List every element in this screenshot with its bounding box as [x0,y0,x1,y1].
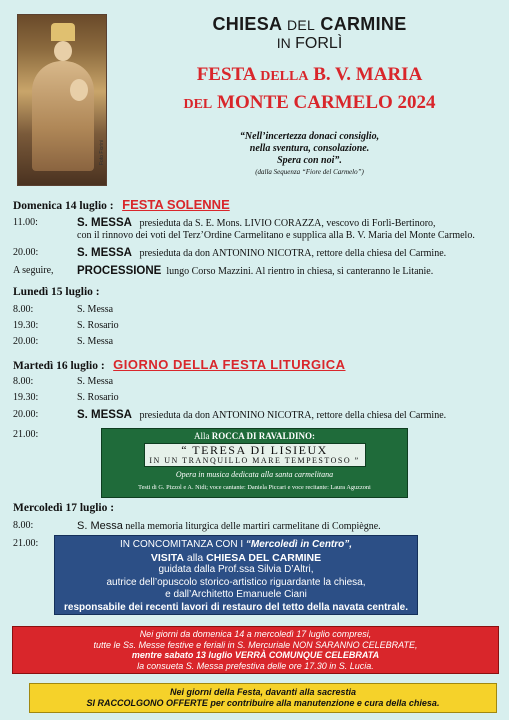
church-name: CHIESA DEL CARMINE [212,14,407,34]
mass-notice-box: Nei giorni da domenica 14 a mercoledì 17 luglio compresi, tutte le Ss. Messe festive e feriali in S. Mercuriale NON SARANNO CELEBRATE, mentre sabato 13 luglio VERRÀ COMUNQUE CELEBRATA la consueta S. Messa prefestiva delle ore 17.30 in S. Lucia. [12,626,499,674]
sunday-heading: Domenica 14 luglio : FESTA SOLENNE [13,197,230,212]
concert-box [101,428,408,498]
concert-title: “ TERESA DI LISIEUX IN UN TRANQUILLO MARE TEMPESTOSO ” [144,443,366,467]
quote-source: (dalla Sequenza “Fiore del Carmelo”) [255,168,364,176]
concert-venue: Alla ROCCA DI RAVALDINO: [194,431,315,441]
madonna-statue-photo [17,14,107,186]
wednesday-heading: Mercoledì 17 luglio : [13,502,115,514]
photo-credit: Foto Fiorini [99,139,105,165]
offerings-box: Nei giorni della Festa, davanti alla sacrestia SI RACCOLGONO OFFERTE per contribuire alla manutenzione e cura della chiesa. [29,683,497,713]
visit-box: IN CONCOMITANZA CON I “Mercoledì in Centro”, VISITA alla CHIESA DEL CARMINE guidata dalla Prof.ssa Silvia D’Altri, autrice dell’opuscolo storico-artistico riguardante la chiesa, e dall’Architetto Emanuele Ciani responsabile dei recenti lavori di restauro del tetto della navata centrale. [54,535,418,615]
quote: “Nell’incertezza donaci consiglio, nella sventura, consolazione. Spera con noi”. [239,131,380,166]
concert-credits: Testi di G. Pizzol e A. Nidi; voce cantante: Daniela Piccari e voce recitante: Laura Aguzzoni [138,484,371,491]
tuesday-heading: Martedì 16 luglio : GIORNO DELLA FESTA LITURGICA [13,357,346,372]
feast-title-line2: DEL MONTE CARMELO 2024 [183,92,436,113]
monday-heading: Lunedì 15 luglio : [13,286,100,298]
concert-subtitle: Opera in musica dedicata alla santa carmelitana [175,470,334,479]
church-city: IN FORLÌ [276,35,343,52]
feast-title-line1: FESTA DELLA B. V. MARIA [196,64,423,85]
